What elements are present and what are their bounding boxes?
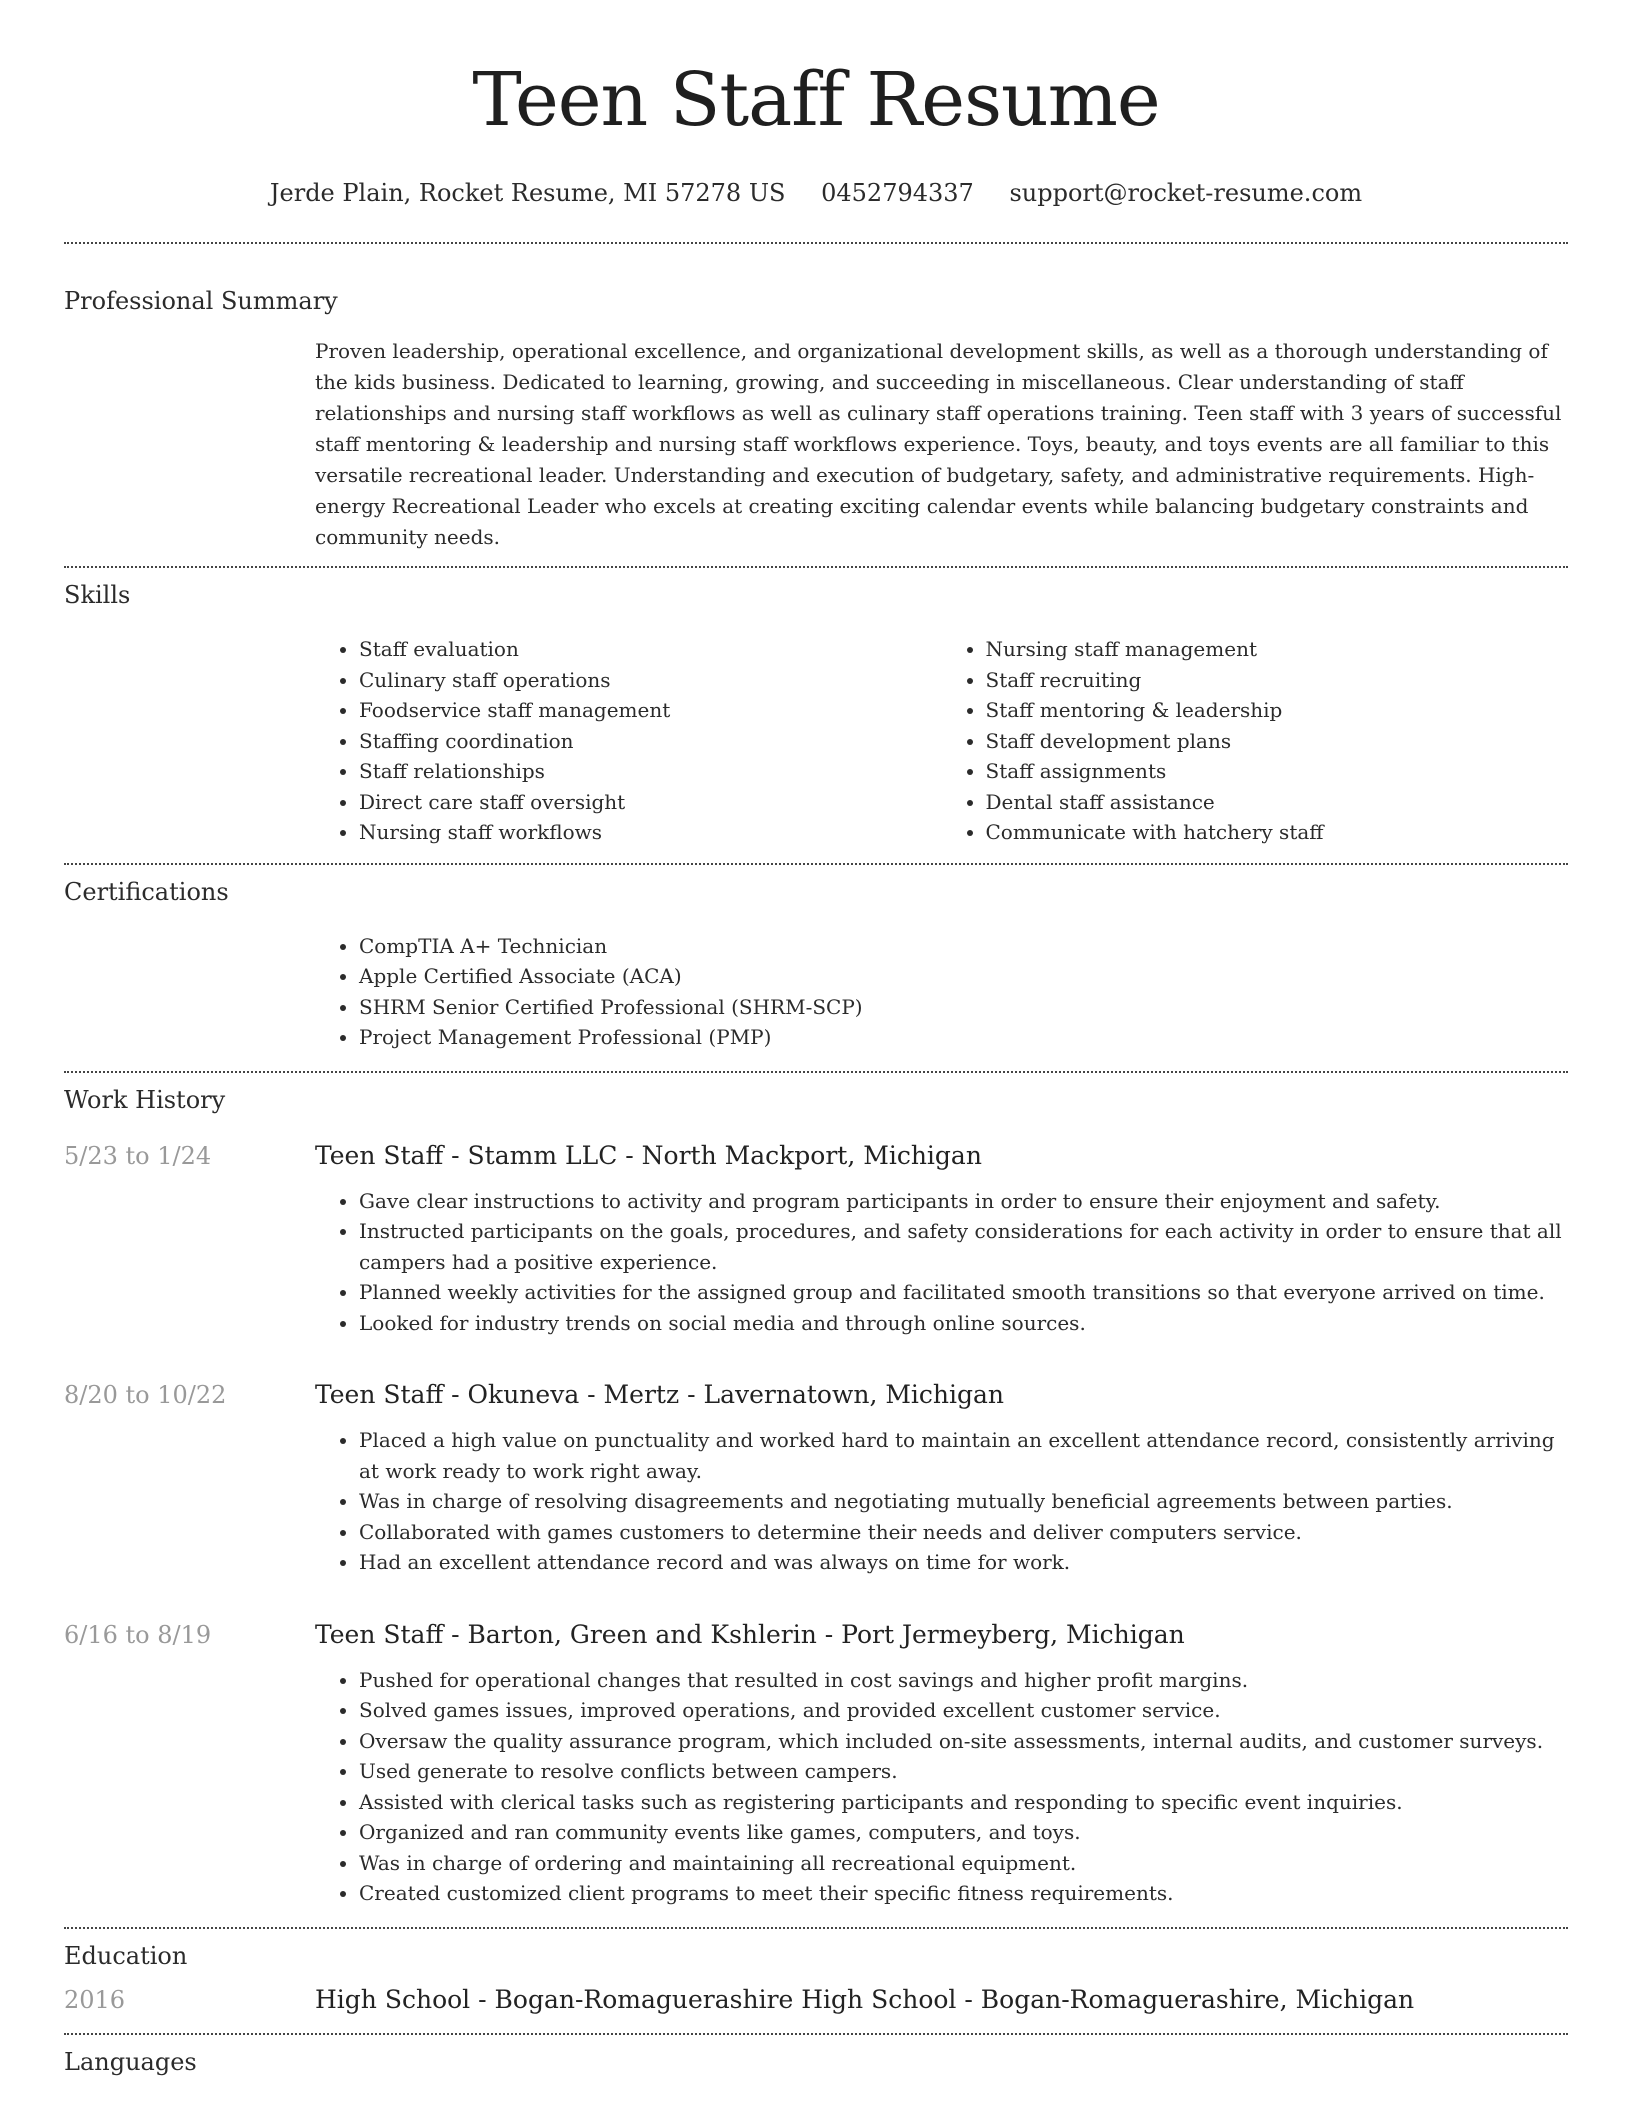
- job-title: Teen Staff - Barton, Green and Kshlerin - Port Jermeyberg, Michigan: [315, 1619, 1185, 1649]
- job-bullets: [315, 1186, 1568, 1339]
- summary-heading: Professional Summary: [64, 287, 338, 315]
- job-body: [315, 1665, 1568, 1909]
- job-dates: 8/20 to 10/22: [64, 1381, 227, 1409]
- list-item: • Planned weekly activities for the assigned group and facilitated smooth transitions so that everyone arrived on time.: [359, 1277, 1568, 1308]
- languages-heading: Languages: [64, 2047, 197, 2076]
- education-entry: [64, 1983, 1568, 2017]
- list-item: • Staff recruiting: [986, 665, 1569, 696]
- list-item: • Staffing coordination: [359, 726, 942, 757]
- certifications-heading: Certifications: [64, 877, 229, 906]
- list-item: • Staff evaluation: [359, 634, 942, 665]
- job-bullets: [315, 1665, 1568, 1909]
- list-item: • Instructed participants on the goals, procedures, and safety considerations for each activity in order to ensure that all campers had a positive experience.: [359, 1216, 1568, 1277]
- education-heading: Education: [64, 1941, 188, 1970]
- job-header: [64, 1139, 1568, 1173]
- job-dates: 5/23 to 1/24: [64, 1141, 212, 1170]
- education-section: [64, 1929, 1568, 2017]
- skills-list-right: [942, 634, 1569, 848]
- list-item: • Nursing staff management: [986, 634, 1569, 665]
- job-entry: [64, 1378, 1568, 1578]
- languages-section: [64, 2035, 1568, 2077]
- list-item: • Collaborated with games customers to determine their needs and deliver computers service.: [359, 1517, 1568, 1548]
- list-item: • Staff development plans: [986, 726, 1569, 757]
- list-item: • Apple Certified Associate (ACA): [359, 961, 1568, 992]
- list-item: • Oversaw the quality assurance program, which included on-site assessments, internal audits, and customer surveys.: [359, 1726, 1568, 1757]
- resume-title: Teen Staff Resume: [472, 57, 1160, 143]
- contact-email: support@rocket-resume.com: [1009, 179, 1363, 207]
- certifications-body: [315, 931, 1568, 1053]
- list-item: • Staff assignments: [986, 756, 1569, 787]
- list-item: • Was in charge of ordering and maintaining all recreational equipment.: [359, 1848, 1568, 1879]
- list-item: • Foodservice staff management: [359, 695, 942, 726]
- list-item: • Used generate to resolve conflicts between campers.: [359, 1756, 1568, 1787]
- contact-phone: 0452794337: [821, 179, 974, 207]
- job-header: [64, 1618, 1568, 1652]
- skills-heading: Skills: [64, 581, 131, 609]
- contact-line: [64, 178, 1568, 208]
- education-title: High School - Bogan-Romaguerashire High School - Bogan-Romaguerashire, Michigan: [315, 1984, 1415, 2014]
- list-item: • Assisted with clerical tasks such as registering participants and responding to specific event inquiries.: [359, 1787, 1568, 1818]
- job-body: [315, 1425, 1568, 1578]
- list-item: • Pushed for operational changes that resulted in cost savings and higher profit margins.: [359, 1665, 1568, 1696]
- job-bullets: [315, 1425, 1568, 1578]
- certifications-section: [64, 865, 1568, 1053]
- list-item: • Project Management Professional (PMP): [359, 1022, 1568, 1053]
- list-item: • Was in charge of resolving disagreements and negotiating mutually beneficial agreements between parties.: [359, 1486, 1568, 1517]
- list-item: • Nursing staff workflows: [359, 817, 942, 848]
- list-item: • Placed a high value on punctuality and worked hard to maintain an excellent attendance record, consistently arriving at work ready to work right away.: [359, 1425, 1568, 1486]
- list-item: • Looked for industry trends on social media and through online sources.: [359, 1308, 1568, 1339]
- list-item: • Created customized client programs to meet their specific fitness requirements.: [359, 1878, 1568, 1909]
- list-item: • Dental staff assistance: [986, 787, 1569, 818]
- skills-grid: [315, 634, 1568, 848]
- list-item: • Staff relationships: [359, 756, 942, 787]
- list-item: • Direct care staff oversight: [359, 787, 942, 818]
- list-item: • Staff mentoring & leadership: [986, 695, 1569, 726]
- list-item: • Gave clear instructions to activity and program participants in order to ensure their enjoyment and safety.: [359, 1186, 1568, 1217]
- list-item: • Communicate with hatchery staff: [986, 817, 1569, 848]
- job-dates: 6/16 to 8/19: [64, 1620, 212, 1649]
- list-item: • CompTIA A+ Technician: [359, 931, 1568, 962]
- skills-list-left: [315, 634, 942, 848]
- list-item: • Solved games issues, improved operations, and provided excellent customer service.: [359, 1695, 1568, 1726]
- work-heading: Work History: [64, 1085, 226, 1114]
- job-entry: [64, 1618, 1568, 1909]
- resume-header: [64, 0, 1568, 208]
- skills-section: [64, 568, 1568, 848]
- job-title: Teen Staff - Okuneva - Mertz - Lavernatown, Michigan: [315, 1380, 1005, 1409]
- job-entry: [64, 1139, 1568, 1339]
- list-item: • Culinary staff operations: [359, 665, 942, 696]
- list-item: • SHRM Senior Certified Professional (SHRM-SCP): [359, 992, 1568, 1023]
- summary-section: [64, 244, 1568, 553]
- summary-text: Proven leadership, operational excellence, and organizational development skills, as well as a thorough understanding of the kids business. Dedicated to learning, growing, and succeeding in miscellaneous. Clear understanding of staff relationships and nursing staff workflows as well as culinary staff operations training. Teen staff with 3 years of successful staff mentoring & leadership and nursing staff workflows experience. Toys, beauty, and toys events are all familiar to this versatile recreational leader. Understanding and execution of budgetary, safety, and administrative requirements. High-energy Recreational Leader who excels at creating exciting calendar events while balancing budgetary constraints and community needs.: [315, 339, 1562, 549]
- list-item: • Organized and ran community events like games, computers, and toys.: [359, 1817, 1568, 1848]
- contact-address: Jerde Plain, Rocket Resume, MI 57278 US: [269, 179, 786, 207]
- job-header: [64, 1378, 1568, 1412]
- work-section: [64, 1073, 1568, 1909]
- list-item: • Had an excellent attendance record and was always on time for work.: [359, 1547, 1568, 1578]
- education-year: 2016: [64, 1985, 126, 2014]
- job-body: [315, 1186, 1568, 1339]
- summary-body: [315, 336, 1568, 553]
- job-title: Teen Staff - Stamm LLC - North Mackport, Michigan: [315, 1140, 982, 1170]
- certifications-list: [315, 931, 1568, 1053]
